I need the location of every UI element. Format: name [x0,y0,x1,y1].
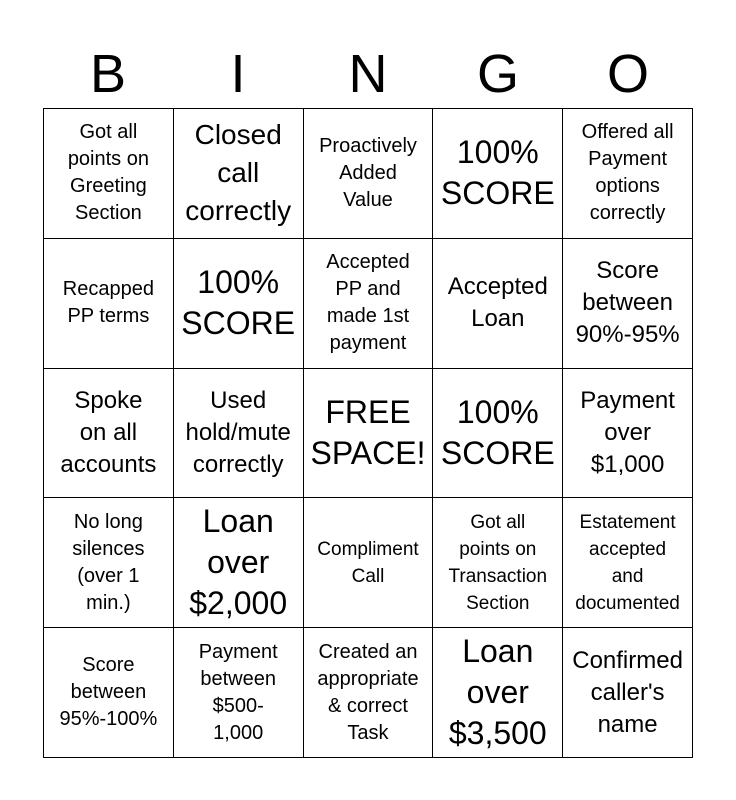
cell-text: Compliment Call [317,538,419,587]
bingo-cell-r2-c1[interactable] [44,239,174,369]
bingo-header [43,40,693,108]
cell-text: Score between 90%-95% [575,257,680,349]
bingo-cell-r3-c4[interactable] [433,369,563,499]
cell-text: Got all points on Transaction Section [448,511,548,614]
cell-text: Loan over $3,500 [448,633,547,752]
bingo-cell-r5-c4[interactable] [433,628,563,758]
bingo-cell-r4-c2[interactable] [174,498,304,628]
cell-text: 100% SCORE [181,264,296,342]
bingo-cell-r1-c4[interactable] [433,109,563,239]
bingo-cell-r3-c2[interactable] [174,369,304,499]
bingo-cell-r4-c5[interactable] [563,498,693,628]
cell-text: Accepted PP and made 1st payment [326,251,410,355]
cell-text: Recapped PP terms [62,278,154,328]
cell-text: Confirmed caller's name [572,646,683,738]
cell-text: Spoke on all accounts [60,386,157,478]
bingo-cell-r5-c5[interactable] [563,628,693,758]
cell-text: Used hold/mute correctly [185,386,291,478]
cell-text: Closed call correctly [185,119,292,227]
cell-text: No long silences (over 1 min.) [72,510,145,614]
bingo-cell-r3-c1[interactable] [44,369,174,499]
cell-text: Accepted Loan [447,273,548,333]
header-letter-i: I [230,44,246,104]
bingo-cell-r3-c5[interactable] [563,369,693,499]
bingo-cell-r4-c4[interactable] [433,498,563,628]
bingo-cell-r1-c5[interactable] [563,109,693,239]
header-letter-b: B [89,44,127,104]
cell-text: 100% SCORE [440,134,555,212]
bingo-cell-r2-c3[interactable] [304,239,434,369]
bingo-cell-r2-c2[interactable] [174,239,304,369]
cell-text: Offered all Payment options correctly [581,121,674,225]
bingo-cell-r1-c3[interactable] [304,109,434,239]
header-letter-o: O [606,44,649,104]
bingo-board [43,108,693,758]
header-letter-g: G [476,44,519,104]
cell-text: Estatement accepted and documented [575,511,680,614]
cell-text: Got all points on Greeting Section [67,121,149,225]
bingo-cell-r5-c3[interactable] [304,628,434,758]
header-letter-n: N [348,44,388,104]
cell-text: 100% SCORE [440,393,555,471]
bingo-cell-r4-c3[interactable] [304,498,434,628]
bingo-cell-r5-c1[interactable] [44,628,174,758]
bingo-cell-r2-c5[interactable] [563,239,693,369]
bingo-cell-r3-c3[interactable] [304,369,434,499]
cell-text: FREE SPACE! [310,393,426,471]
cell-text: Loan over $2,000 [189,503,288,622]
cell-text: Payment over $1,000 [580,386,675,478]
cell-text: Proactively Added Value [319,134,417,211]
bingo-cell-r1-c2[interactable] [174,109,304,239]
bingo-cell-r4-c1[interactable] [44,498,174,628]
bingo-cell-r1-c1[interactable] [44,109,174,239]
cell-text: Created an appropriate & correct Task [317,640,419,744]
bingo-cell-r5-c2[interactable] [174,628,304,758]
cell-text: Score between 95%-100% [59,654,158,731]
bingo-cell-r2-c4[interactable] [433,239,563,369]
cell-text: Payment between $500- 1,000 [198,640,278,744]
